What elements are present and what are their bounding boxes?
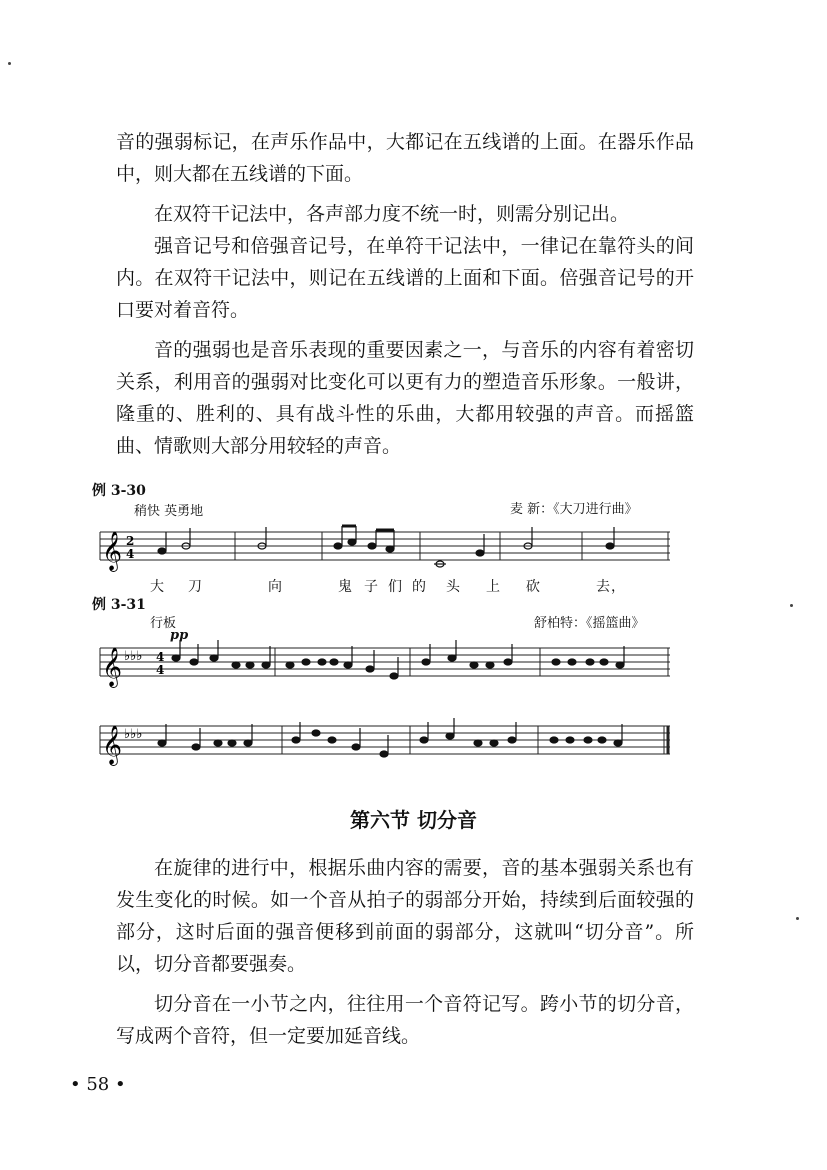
dynamic-marking: pp bbox=[170, 628, 189, 643]
music-staff-3-30 bbox=[90, 522, 680, 572]
paragraph-double-stem: 在双符干记法中，各声部力度不统一时，则需分别记出。 bbox=[154, 203, 630, 225]
lyric-syllable: 鬼 bbox=[338, 579, 353, 595]
notes-3-31-line1 bbox=[172, 640, 624, 679]
lyric-syllable: 子 bbox=[364, 579, 379, 595]
section-heading: 第六节 切分音 bbox=[350, 808, 477, 832]
lyric-syllable: 砍 bbox=[526, 579, 541, 595]
time-sig-top: 2 bbox=[126, 534, 135, 548]
lyric-syllable: 们 bbox=[388, 579, 403, 595]
treble-clef-icon: 𝄞 bbox=[102, 647, 123, 687]
treble-clef-icon: 𝄞 bbox=[102, 531, 123, 571]
example-source: 舒柏特：《摇篮曲》 bbox=[534, 616, 645, 631]
lyric-syllable: 刀 bbox=[188, 579, 203, 595]
music-staff-3-31-line2 bbox=[90, 716, 680, 766]
lyric-syllable: 去， bbox=[596, 579, 626, 595]
scan-speck bbox=[790, 604, 793, 607]
page-number: • 58 • bbox=[70, 1074, 126, 1095]
music-staff-3-31-line1 bbox=[90, 638, 680, 688]
tempo-marking: 行板 bbox=[150, 616, 177, 631]
lyric-syllable: 的 bbox=[412, 579, 427, 595]
paragraph-syncopation-definition: 在旋律的进行中，根据乐曲内容的需要，音的基本强弱关系也有发生变化的时候。如一个音从拍子的弱部分开始，持续到后面较强的部分，这时后面的强音便移到前面的弱部分，这就叫“切分音”。所以，切分音都要强奏。 bbox=[116, 857, 694, 975]
time-sig-top: 4 bbox=[156, 650, 165, 664]
tempo-marking: 稍快 英勇地 bbox=[134, 504, 204, 519]
example-label: 例 3-31 bbox=[92, 597, 146, 613]
paragraph-dynamics-placement: 音的强弱标记，在声乐作品中，大都记在五线谱的上面。在器乐作品中，则大都在五线谱的下面。 bbox=[116, 131, 694, 185]
scan-speck bbox=[796, 917, 799, 920]
scan-speck bbox=[8, 62, 11, 65]
notes-3-31-line2 bbox=[158, 718, 622, 757]
treble-clef-icon: 𝄞 bbox=[102, 725, 123, 765]
paragraph-dynamics-expression: 音的强弱也是音乐表现的重要因素之一，与音乐的内容有着密切关系，利用音的强弱对比变化可以更有力的塑造音乐形象。一般讲，隆重的、胜利的、具有战斗性的乐曲，大都用较强的声音。而摇篮曲、情歌则大部分用较轻的声音。 bbox=[116, 339, 694, 457]
paragraph-syncopation-notation: 切分音在一小节之内，往往用一个音符记写。跨小节的切分音，写成两个音符，但一定要加延音线。 bbox=[116, 993, 694, 1047]
lyric-syllable: 头 bbox=[446, 579, 461, 595]
time-sig-bottom: 4 bbox=[156, 663, 165, 677]
time-sig-bottom: 4 bbox=[126, 547, 135, 561]
example-label: 例 3-30 bbox=[92, 483, 146, 499]
flat-icon: ♭♭♭ bbox=[124, 727, 143, 742]
paragraph-accent-marks: 强音记号和倍强音记号，在单符干记法中，一律记在靠符头的间内。在双符干记法中，则记在五线谱的上面和下面。倍强音记号的开口要对着音符。 bbox=[116, 235, 694, 321]
lyric-syllable: 上 bbox=[486, 579, 501, 595]
lyric-syllable: 大 bbox=[150, 579, 165, 595]
example-source: 麦 新：《大刀进行曲》 bbox=[510, 502, 638, 517]
lyric-syllable: 向 bbox=[268, 579, 283, 595]
flat-icon: ♭♭♭ bbox=[124, 649, 143, 664]
